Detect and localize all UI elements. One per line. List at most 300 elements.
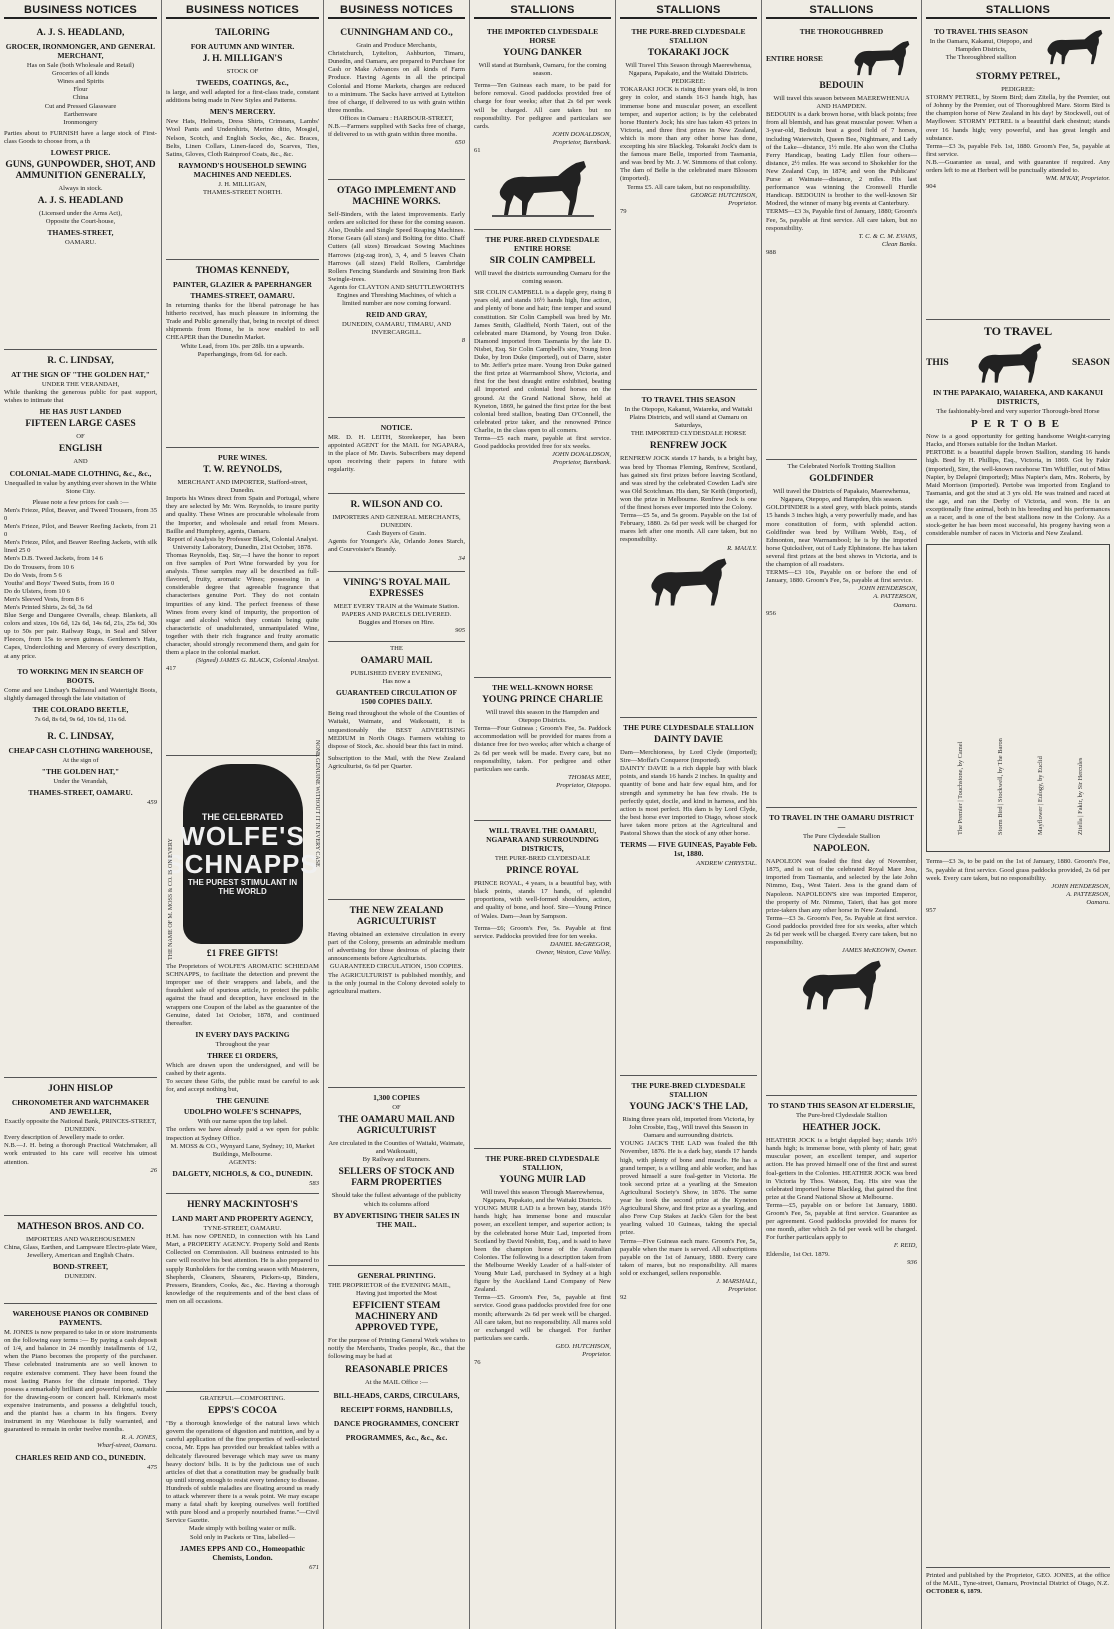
ad-body: Imports his Wines direct from Spain and Portugal, where they are selected by Mr. Wm. Reynolds, to insure purity and quality. These Wines are procurable wholesale from the Importer, and wholesale and retail from Messrs. Baillie and Humphrey, agents, Oamaru. <box>166 495 319 535</box>
ad-vining <box>328 572 465 642</box>
ad-terms: Terms—£5 each mare, payable at first service. Good paddocks provided free for six weeks. <box>474 434 611 451</box>
ad-number: 671 <box>309 1563 319 1571</box>
ad-body: IN THE PAPAKAIO, WAIAREKA, AND KAKANUI DISTRICTS, <box>932 388 1104 407</box>
ad-grateful: GRATEFUL—COMFORTING. <box>199 1395 286 1403</box>
ad-trade: MERCHANT AND IMPORTER, Stafford-street, Dunedin. <box>177 479 308 495</box>
ad-desc: STORMY PETREL, by Storm Bird; dam Zitella, by the Premier, out of Johnny by the Premier, out of Thoroughbred Mare. Storm Bird is the champion horse of New Zealand in his day! by Stockwell, out of Mayflower. STORMY PETREL is a beautiful dark chestnut; stands over 16 hands high; very powerful, and has great length and substance. <box>926 94 1110 142</box>
label-product: SCHNAPPS <box>166 849 319 880</box>
ad-at: At the MAIL Office :— <box>365 1378 428 1386</box>
ad-name: DAINTY DAVIE <box>654 735 723 746</box>
ad-thames: THAMES-STREET, OAMARU. <box>28 788 133 798</box>
ad-name: STORMY PETREL, <box>976 72 1060 83</box>
ad-name: BEDOUIN <box>819 81 864 92</box>
ad-copies <box>328 1088 465 1266</box>
ad-genuine: THE GENUINE <box>216 1096 269 1106</box>
horse-icon <box>488 157 598 219</box>
column-header: BUSINESS NOTICES <box>4 0 157 19</box>
ad-desc: RENFREW JOCK stands 17 hands, is a bright bay, was bred by Thomas Fleming, Renfrew, Scotland, has gained six first prizes before leaving Scotland, and was sired by the celebrated Cowden Lad's sire was Old Scotchman. His dam, Sir Keith (imported), won the prize in Melbourne. Renfrew Jock is one of the finest horses ever imported into the Colony. <box>620 455 757 512</box>
ad-name: R. C. LINDSAY, <box>47 356 114 367</box>
ad-pianos <box>4 1304 157 1476</box>
ad-body: THE PROPRIETOR of the EVENING MAIL, <box>328 1282 451 1290</box>
ad-name: OTAGO IMPLEMENT AND MACHINE WORKS. <box>337 186 456 208</box>
ad-name: VINING'S ROYAL MAIL EXPRESSES <box>343 578 450 600</box>
ad-pedigree: PEDIGREE: <box>1001 86 1035 94</box>
ad-terms: Terms £5. All care taken, but no responsibility. <box>626 183 751 191</box>
ad-role: Proprietor, Otepopo. <box>556 781 611 789</box>
ad-title: WILL TRAVEL THE OAMARU, NGAPARA AND SURROUNDING DISTRICTS, <box>486 826 599 854</box>
ad-number: 417 <box>166 665 176 673</box>
ad-mackintosh <box>166 1194 319 1392</box>
ad-line: China <box>72 94 89 102</box>
pedigree-row: Zitella | Fakir, by Sir Hercules <box>1077 758 1084 836</box>
ad-title: TO TRAVEL <box>983 324 1053 339</box>
ad-body: Dam—Merchioness, by Lord Clyde (imported); Sire—Moffat's Conqueror (imported). <box>620 749 757 765</box>
column-6 <box>762 0 922 1629</box>
ad-name: YOUNG JACK'S THE LAD, <box>629 1102 748 1113</box>
ad-title: The Celebrated Norfolk Trotting Stallion <box>787 463 896 471</box>
ad-notice <box>328 418 465 494</box>
ad-body: In the Otepopo, Kakanui, Waiareka, and Waitaki Plains Districts, and will stand at Oamaru on Saturdays, <box>624 406 753 430</box>
ad-signature: R. C. LINDSAY, <box>47 731 114 742</box>
pedigree-row: Mayflower | Eulogy, by Euclid <box>1037 756 1044 836</box>
ad-role: Owner, Weston, Cave Valley. <box>535 948 611 956</box>
ad-name: J. H. MILLIGAN'S <box>202 54 283 65</box>
ad-desc: DAINTY DAVIE is a rich dapple bay with black points, and stands 16 hands 2 inches. In quality and quantity of bone and hair few equal him, and for strength and symmetry he has few rivals. He is perfectly quiet, docile, and kind in harness, and his action is most perfect. His dam is by Lord Clyde, the best horse ever imported to Otago, whose stock have taken more prizes at the Agricultural and Pastoral Shows than the stock of any other horse. <box>620 765 757 838</box>
ad-number: 475 <box>147 1463 157 1471</box>
price-line: Youths' and Boys' Tweed Suits, from 16 0 <box>4 579 115 587</box>
ad-title: THE OAMARU MAIL AND AGRICULTURIST <box>338 1115 455 1137</box>
ad-role: Proprietor. <box>728 1286 757 1294</box>
ad-dainty-davie <box>620 718 757 1076</box>
column-7 <box>922 0 1114 1629</box>
ad-schnapps <box>166 756 319 1194</box>
ad-name: A. J. S. HEADLAND, <box>36 28 125 39</box>
ad-colonial: COLONIAL-MADE CLOTHING, &c., &c., <box>9 468 152 478</box>
ad-trade: IMPORTERS AND GENERAL MERCHANTS, DUNEDIN. <box>332 514 461 530</box>
ad-terms: TERMS—£3 3s, Payable first of January, 1880; Groom's Fee, 5s, payable at first service. All care taken, but no responsibility. <box>766 208 917 232</box>
ad-title: TO TRAVEL THIS SEASON <box>934 27 1028 37</box>
ad-trade: PAINTER, GLAZIER & PAPERHANGER <box>173 280 312 290</box>
ad-name: PERTOBE <box>971 418 1065 431</box>
ad-desc: NAPOLEON was foaled the first day of November, 1875, and is out of the celebrated Royal Mare Jess, imported from Tasmania, and selected by the late John Nimmo, Esq., West Taieri. Jess is the grand dam of Napoleon. NAPOLEON'S sire was imported Emperor, the property of Mr. Nimmo, Taieri, that has got more prize-takers than any other horse in New Zealand. <box>766 858 917 914</box>
ad-body: The Proprietors of WOLFE'S AROMATIC SCHIEDAM SCHNAPPS, to facilitate the detection and prevent the improper use of their wrappers and labels, and the fraudulent sale of spurious article, to protect the public against the fraud and deception, have enclosed in the wrappers one Coupon of the label as the guarantee of the Genuine, dated 1st October, 1878, and continued thereafter. <box>166 963 319 1027</box>
ad-matheson <box>4 1216 157 1304</box>
ad-mercery-body: New Hats, Helmets, Dress Shirts, Crimeans, Lambs' Wool Pants and Undershirts, Merino ditto, Mosgiel, Nelson, Scotch, and English Socks, &c., &c. Braces, Belts, Linen Collars, Linen-faced do, Scarves, Ties, Satins, Gloves, Cloth Rainproof Coats, &c., &c. <box>166 118 319 158</box>
ad-agents2: DALGETY, NICHOLS, & CO., DUNEDIN. <box>172 1168 313 1178</box>
ad-sub: The Pure Clydesdale Stallion <box>802 833 881 841</box>
ad-title: WAREHOUSE PIANOS OR COMBINED PAYMENTS. <box>12 1309 149 1328</box>
ad-terms: Terms—£3 3s. Groom's Fee, 5s. Payable at first service. Good paddocks provided free for six weeks, after which 2s 6d per week will be charged. Every care taken, but no responsibility. <box>766 914 917 947</box>
ad-more: Blue Serge and Dungaree Overalls, cheap. Blankets, all colors and sizes, 10s 6d, 12s 6d, 14s 6d, 21s, 25s 6d, 30s up to 50s per pair. Railway Rugs, in Seal and Silver Fleeces, from 15s to seven guineas. Gentlemen's Hats, Capes, Underclothing and Mercery of every description, at any price. <box>4 612 157 660</box>
ad-number: 936 <box>907 1258 917 1266</box>
ad-body: Self-Binders, with the latest improvements. Early orders are solicited for these for the coming season. Also, Double and Single Speed Reaping Machines. Horse Gears (all sizes) and Bolting for ditto. Chaff Cutters (all sizes) Broadcast Sowing Machines Harrows (zig-zag iron), 3, 4, and 5 leaves Chain Harrows (all sizes) Field Rollers, Cambridge Rollers Fencing Standards and Straining Iron Bark Swingle-trees. <box>328 211 465 283</box>
ad-sub: The Pure-bred Clydesdale Stallion <box>795 1112 887 1120</box>
ad-number: 26 <box>150 1166 157 1174</box>
ad-signature: GEO. HUTCHISON, <box>555 1342 611 1350</box>
ad-desc: SIR COLIN CAMPBELL is a dapple grey, rising 8 years old, and stands 16½ hands high, fine action, and plenty of bone and hair; fine temper and sound constitution. Sir Colin Campbell was bred by Mr. James Smith, Gladfield, North Taieri, out of the celebrated mare Diamond, by Young Iron Duke. Diamond imported from Tasmania by the late D. Nisbet, Esq. Sir Colin Campbell's sire, Young Iron Duke, by Iron Duke (imported), out of Darre, sister to Mr. Jeffer's prize mare. Young Iron Duke gained the first prize at Warrnambool Show, Victoria, and first for the best draught entire exhibited, beating all imported and colonial bred horses on the ground. At the Grand National Show, held at Kyneton, 1869, he gained the first prize for the best colonial bred stallion, beating Dan O'Connell, the celebrated prize taker, and the renowned Prince Charlie, in the class open to all comers. <box>474 289 611 434</box>
label-brand: WOLFE'S <box>180 821 305 852</box>
ad-name: CUNNINGHAM AND CO., <box>340 28 453 39</box>
ad-address: Wharf-street, Oamaru. <box>96 1442 157 1450</box>
ad-young-prince-charlie <box>474 678 611 821</box>
ad-young-jacks-the-lad <box>620 1076 757 1306</box>
ad-having: Having just imported the Most <box>356 1290 437 1298</box>
ad-body: Every description of Jewellery made to order. <box>4 1134 125 1142</box>
ad-name: NAPOLEON. <box>813 844 870 855</box>
ad-sub: THE PURE-BRED CLYDESDALE <box>494 855 591 863</box>
ad-number: 92 <box>620 1294 627 1302</box>
ad-title: GENERAL PRINTING. <box>357 1271 436 1281</box>
ad-name: THOMAS KENNEDY, <box>195 266 290 277</box>
ad-number: 988 <box>766 248 776 256</box>
ad-efficient: EFFICIENT STEAM MACHINERY AND APPROVED TYPE, <box>352 1301 441 1334</box>
ad-trade: Grain and Produce Merchants, <box>356 42 437 50</box>
ad-signature: (Signed) JAMES G. BLACK, Colonial Analyst. <box>195 657 319 665</box>
ad-long: PERTOBE is a beautiful dapple brown Stallion, standing 16 hands high. Bred by H. Phillips, Esq., Victoria, in 1869. Got by Fakir (imported), Sire, the well-known racehorse Tim Whiffler, out of Miss Napier, by Delapré (imported); Miss Napier's dam, Mrs. Roberts, by Maid Morrison (imported). Pertobe was imported from England to Tasmania, and got the stud at 3 yrs old. He was trained and raced at the age, and ran the Derby of Victoria, and won. He is an exceptionally fine animal, both in his breeding and his performances as a racer, and is one of the best stallions now in the Colony. As a stock-getter he has been most successful, his progeny having won a considerable number of races in Victoria and New Zealand. <box>926 449 1110 538</box>
ad-letter: Thomas Reynolds, Esq. Sir,—I have the honor to report on five samples of Port Wine forwarded by you for analysis. These samples may all be described as full-flavored, fruity, aromatic Wines; possessing in a considerable degree that agreeable fragrance that characterises genuine Port. They do not contain impurities of any kind. The perfect freeness of these Wines from every kind of impurity, the proportion of sugar and alcohol which they contain being quite characteristic of unadulterated, unmanipulated Wine, together with their rich fragrance and fruity aromatic character, should strongly recommend them, and gain for them a place in the colonial market. <box>166 551 319 657</box>
ad-implement <box>328 180 465 418</box>
ad-body: MEET EVERY TRAIN at the Waimate Station. <box>333 603 460 611</box>
ad-title: OAMARU MAIL <box>360 656 433 667</box>
column-header: STALLIONS <box>620 0 757 19</box>
price-line: Men's Frieze, Pilot, Beaver, and Tweed Trousers, from 35 0 <box>4 506 157 522</box>
ad-terms: Terms—Five Guineas each mare. Groom's Fee, 5s, payable when the mare is served. All subscriptions payable on the 1st of January, 1880. Every care taken of mares, but no responsibility. All mares sold or exchanged, sellers responsible. <box>620 1237 757 1277</box>
ad-lab: University Laboratory, Dunedin, 21st October, 1878. <box>172 543 313 551</box>
ad-desc: PRINCE ROYAL, 4 years, is a beautiful bay, with black points, stands 17 hands, of splendid proportions, with well-formed shoulders, action, and quality of bone, and hoof. Sire—Young Prince of Wales. Dam—Jean by Sampson. <box>474 880 611 920</box>
ad-terms: Terms—£6; Groom's Fee, 5s. Payable at first service. Paddocks provided free for ten weeks. <box>474 924 611 940</box>
ad-suited: Now is a good opportunity for getting handsome Weight-carrying Hacks, and Horses suitable for the Indian Market. <box>926 433 1110 449</box>
ad-agriculturist <box>328 900 465 1088</box>
ad-three: THREE £1 ORDERS, <box>207 1050 278 1060</box>
ad-desc: BEDOUIN is a dark brown horse, with black points; free from all blemish, and has great muscular power. When a 3-year-old, Bedouin beat a good field of 7 horses, including Waterwitch, Queen Bee, Nightmare, and Lady of the Lake—distance, 1½ mile. He also won the Clutha Ferry Handicap, beating Lady Ellen four others—distance, 2½ miles. He was second to Shokehler for the New Zealand Cup, in 1874; and won the Publicans' Purse at Waimate—distance, 2 miles. His last performance was winning the Cromwell Hurdle Handicap. BEDOUIN is brother to the well-known Sir Modred, the winner of many big events at Canterbury. <box>766 111 917 208</box>
ad-milligan <box>166 22 319 260</box>
ad-trade: LAND MART AND PROPERTY AGENCY, <box>171 1214 314 1224</box>
ad-name: T. W. REYNOLDS, <box>203 465 282 476</box>
ad-every: IN EVERY DAYS PACKING <box>195 1029 290 1039</box>
ad-papers: PAPERS AND PARCELS DELIVERED. <box>341 611 452 619</box>
ad-body: Will travel this season between MAEREWHENUA AND HAMPDEN. <box>773 95 910 111</box>
ad-unequalled: Unequalled in value by anything ever shown in the White Stone City. <box>4 479 157 495</box>
ad-body: is large, and well adapted for a first-class trade, constant additions being made in New Styles and Patterns. <box>166 89 319 105</box>
column-2 <box>162 0 324 1629</box>
ad-title: THE THOROUGHBRED <box>799 27 884 37</box>
ad-landed: HE HAS JUST LANDED <box>39 407 122 417</box>
ad-udolpho: UDOLPHO WOLFE'S SCHNAPPS, <box>183 1107 302 1117</box>
ad-title: THE PURE-BRED CLYDESDALE STALLION <box>631 1081 746 1100</box>
column-5 <box>616 0 762 1629</box>
ad-body: Being read throughout the whole of the Counties of Waitaki, Waimate, and Waikouaiti, it is unquestionably the BEST ADVERTISING MEDIUM in North Otago. Farmers wishing to dispose of Stock, &c. should bear this fact in mind. <box>328 710 465 750</box>
ad-trade: CHRONOMETER AND WATCHMAKER AND JEWELLER, <box>11 1098 150 1117</box>
ad-signature: DANIEL McGREGOR, <box>549 940 611 948</box>
ad-street: THAMES-STREET, OAMARU. <box>190 291 295 301</box>
ad-number: 8 <box>461 337 465 345</box>
ad-terms: Terms—£3 3s, payable Feb. 1st, 1880. Groom's Fee, 5s, payable at first service. <box>926 142 1110 158</box>
ad-young-danker <box>474 22 611 230</box>
ad-workbody: Come and see Lindsay's Balmoral and Watertight Boots, slightly damaged through the late visitation of <box>4 686 157 702</box>
ad-agents1: M. MOSS & CO., Wynyard Lane, Sydney; 10, Market Buildings, Melbourne. <box>170 1142 315 1158</box>
ad-fifteen: FIFTEEN LARGE CASES <box>25 419 136 430</box>
column-3 <box>324 0 470 1629</box>
ad-title: THE NEW ZEALAND AGRICULTURIST <box>349 906 444 928</box>
ad-body: Will Travel This Season through Maerewhenua, Ngapara, Papakaio, and the Waitaki Districts. <box>625 62 752 78</box>
ad-title: TO STAND THIS SEASON AT ELDERSLIE, <box>768 1101 915 1111</box>
horse-icon <box>639 555 739 609</box>
ad-street: TYNE-STREET, OAMARU. <box>203 1225 282 1233</box>
ad-body: Are circulated in the Counties of Waitaki, Waimate, and Waikouaiti, <box>328 1140 465 1156</box>
ad-terms: TERMS—£3 10s, Payable on or before the end of January, 1880. Groom's Fee, 5s, payable at first service. <box>766 569 917 585</box>
column-1 <box>0 0 162 1629</box>
ad-line: Flour <box>73 86 88 94</box>
ad-name: YOUNG MUIR LAD <box>499 1175 586 1186</box>
ad-secure: To secure these Gifts, the public must be careful to ask for, and accept nothing but, <box>166 1078 319 1094</box>
column-4 <box>470 0 616 1629</box>
ad-number: 957 <box>926 906 936 914</box>
ad-signature: ANDREW CHRYSTAL. <box>696 860 757 868</box>
ad-name: HENRY MACKINTOSH'S <box>187 1200 298 1211</box>
ad-headland <box>4 22 157 350</box>
ad-paper: Paperhangings, from 6d. for each. <box>197 350 288 358</box>
ad-trade: GROCER, IRONMONGER, AND GENERAL MERCHANT, <box>5 42 156 61</box>
ad-title: THE IMPORTED CLYDESDALE HORSE <box>486 27 599 46</box>
ad-line: Ironmongery <box>63 118 98 126</box>
ad-has: Has now a <box>382 678 411 686</box>
pedigree-row: The Premier | Touchstone, by Camel <box>957 742 964 836</box>
ad-sellers: SELLERS OF STOCK AND FARM PROPERTIES <box>338 1167 455 1189</box>
ad-body: In the Oamaru, Kakanui, Otepopo, and Hampden Districts, <box>929 38 1033 54</box>
ad-number: 76 <box>474 1359 481 1367</box>
price-line: Men's Printed Shirts, 2s 6d, 3s 6d <box>4 603 93 611</box>
ad-role: Oamaru. <box>893 601 917 609</box>
ad-body2: Should take the fullest advantage of the publicity which its columns afford <box>331 1192 462 1208</box>
ad-body: In returning thanks for the liberal patronage he has hitherto received, has much pleasure in informing the Trade and Public generally that, being in receipt of direct shipments from Home, he is now enabled to sell CHEAPER than the Dunedin Market. <box>166 302 319 342</box>
horse-icon <box>1040 25 1110 69</box>
ad-at: At the sign of <box>62 756 99 764</box>
ad-number: 904 <box>926 183 936 191</box>
ad-role: Oamaru. <box>1086 898 1110 906</box>
ad-goldfinder <box>766 460 917 808</box>
ad-title: THE PURE-BRED CLYDESDALE STALLION <box>631 27 746 46</box>
ad-terms: Terms—£5, payable on or before 1st January, 1880. Groom's Fee, 5s, payable at first service. Guarantee as per agreement. Good paddocks provided for mares for one month, after which 2s 6d per week will be charged. For further particulars apply to <box>766 1201 917 1242</box>
ad-report: Report of Analysis by Professor Black, Colonial Analyst. <box>167 535 318 543</box>
ad-number: 956 <box>766 609 776 617</box>
ad-name: SIR COLIN CAMPBELL <box>489 256 596 267</box>
ad-working: TO WORKING MEN IN SEARCH OF BOOTS. <box>17 666 144 685</box>
ad-golden: "THE GOLDEN HAT," <box>41 767 120 776</box>
ad-line: Has on Sale (both Wholesale and Retail) <box>26 62 135 70</box>
ad-bedouin <box>766 22 917 460</box>
ad-town: DUNEDIN. <box>64 1273 97 1281</box>
imprint-date: OCTOBER 6, 1879. <box>926 1588 982 1596</box>
ad-lindsay <box>4 350 157 1078</box>
ad-terms: Terms—£5 5s, and 5s groom. Payable on the 1st of February, 1880. 2s 6d per week will be charged for mares left after one month. All care taken, but no responsibility. <box>620 512 757 544</box>
ad-signature: JOHN DONALDSON, <box>552 451 611 459</box>
ad-signature: JAMES McKEOWN, Owner. <box>841 947 917 955</box>
ad-signature: R. MAULY. <box>727 544 757 552</box>
ad-body: M. JONES is now prepared to take in or store instruments on the following easy terms :— By paying a cash deposit of 1/4, and balance in 24 monthly installments of 1/2, when the Piano becomes the property of the purchaser. These celebrated instruments are so well known to require extensive comment. They have been found the most lasting Pianos for the climate imported. They possess a remarkably brilliant and powerful tone, suitable for the drawing-room or concert hall. Kirkman's most expensive instruments, and possess a delightful touch, and the pianist has a charm in his fingers. Every instrument in my Warehouse is fully warranted, and guaranteed to remain in order twelve months. <box>4 1329 157 1434</box>
ad-address: DUNEDIN, OAMARU, TIMARU, AND INVERCARGILL. <box>341 321 452 337</box>
ad-num: 1,300 COPIES <box>373 1093 420 1103</box>
ad-header-row <box>766 38 917 78</box>
ad-signature: JOHN HENDERSON, <box>1051 882 1110 890</box>
ad-signature: JOHN DONALDSON, <box>552 130 611 138</box>
ad-header-row <box>926 25 1110 69</box>
ad-entire: ENTIRE HORSE <box>766 53 823 63</box>
ad-agents: Agents for Younger's Ale, Orlando Jones Starch, and Courvoisier's Brandy. <box>328 538 465 554</box>
ad-tokaraki-jock <box>620 22 757 390</box>
ad-agents-label: AGENTS: <box>228 1158 257 1166</box>
vertical-note-right: NONE GENUINE WITHOUT IT IN EVERY CASE <box>314 740 320 867</box>
ad-pertobe <box>926 320 1110 1568</box>
ad-signature: J. H. MILLIGAN, <box>218 180 267 188</box>
ad-desc: TOKARAKI JOCK is rising three years old, is iron grey in color, and stands 16-3 hands high, has immense bone and muscular power, an excellent temper, and superior action; is by the celebrated horse Hunter's Jock; his sire has taken 43 prizes in Victoria, and three first prizes in New Zealand, which is more than any other horse has done, excepting his sire Blackleg. Tokaraki Jock's dam is the famous mare Belle, imported from Tasmania, and was bred by Mr. J. W. Simmons of that colony. The dam of Belle is the celebrated mare Blossom (imported). <box>620 86 757 183</box>
ad-english: ENGLISH <box>58 444 103 455</box>
ad-through: Throughout the year <box>215 1040 270 1048</box>
ad-beetle-price: 7s 6d, 8s 6d, 9s 6d, 10s 6d, 11s 6d. <box>34 715 127 723</box>
ad-signature: J. MARSHALL, <box>716 1277 757 1285</box>
ad-signature: JOHN HENDERSON, <box>858 585 917 593</box>
ad-with: With our name upon the top label. <box>197 1118 288 1126</box>
ad-sacks: Cash Buyers of Grain. <box>367 530 426 538</box>
ad-sub: The Thoroughbred stallion <box>945 54 1017 62</box>
ad-title: THE PURE-BRED CLYDESDALE STALLION, <box>485 1154 600 1173</box>
ad-street: THAMES-STREET NORTH. <box>203 188 282 196</box>
ad-sir-colin-campbell <box>474 230 611 678</box>
ad-signature: R. A. JONES, <box>121 1434 157 1442</box>
vertical-note-left: THE NAME OF M. MOSS & CO. IS ON EVERY <box>168 838 174 960</box>
ad-terms: TERMS — FIVE GUINEAS, Payable Feb. 1st, 1880. <box>620 840 757 859</box>
ad-guar: GUARANTEED CIRCULATION, 1500 COPIES. <box>329 963 464 971</box>
ad-renfrew-jock <box>620 390 757 718</box>
ad-sold: Sold only in Packets or Tins, labelled— <box>190 1533 295 1541</box>
ad-number: 61 <box>474 147 481 155</box>
ad-body: Will travel this season in the Hampden and Otepopo Districts. <box>485 709 600 725</box>
price-line: Men's Sleeved Vests, from 8 6 <box>4 595 84 603</box>
ad-branch: CHARLES REID AND CO., DUNEDIN. <box>15 1452 146 1462</box>
ad-oamaru-mail <box>328 642 465 900</box>
ad-name: RENFREW JOCK <box>649 441 728 452</box>
pedigree-row: Storm Bird | Stockwell, by The Baron <box>997 738 1004 836</box>
ad-body: Christchurch, Lyttelton, Ashburton, Timaru, Dunedin, and Oamaru, are prepared to Purchase for Cash or Make Advances on all kinds of Farm Produce. Having Agents in all the principal Colonial and Home Markets, charges are reduced to a minimum. The Sacks have arrived at Lyttelton free of charge, if delivered to us with grain within three months. <box>328 50 465 114</box>
ad-street: BOND-STREET, <box>52 1262 109 1272</box>
ad-line: Earthenware <box>63 110 98 118</box>
ad-this: THIS <box>926 357 949 368</box>
label-tagline: THE PUREST STIMULANT IN THE WORLD <box>187 878 298 897</box>
price-line: Do do Vests, from 5 6 <box>4 571 62 579</box>
ad-signature: REID AND GRAY, <box>366 310 427 320</box>
ad-desc: The fashionably-bred and very superior Thorough-bred Horse <box>936 408 1100 416</box>
ad-desc: YOUNG JACK'S THE LAD was foaled the 8th November, 1876. He is a dark bay, stands 17 hands high, with plenty of bone and muscle. He has a grand temper, is a willing and able worker, and has proved himself a sure foal-getter in Victoria. He took second prize at a yearling at the Smeaton Agricultural Society's Show, in 1876. The same year he took the second prize at the Kyneton Agricultural Show, and first prize as a yearling, and also Frew Cup Stakes at Jack's Glen for the best yearling valued 10 Guineas, taking the special prize. <box>620 1140 757 1237</box>
ad-guns: GUNS, GUNPOWDER, SHOT, AND AMMUNITION GENERALLY, <box>5 160 156 182</box>
ad-beetle: THE COLORADO BEETLE, <box>32 704 129 714</box>
horse-icon <box>847 38 917 78</box>
price-line: Men's Frieze, Pilot, and Beaver Reefing Jackets, from 21 0 <box>4 523 157 539</box>
ad-name: TOKARAKI JOCK <box>647 48 730 59</box>
ad-offices: Offices in Oamaru : HARBOUR-STREET, <box>339 114 454 122</box>
ad-signature: GEORGE HUTCHISON, <box>690 191 757 199</box>
ad-stormy-petrel <box>926 22 1110 320</box>
ad-which: Which are drawn upon the undersigned, and will be cashed by their agents. <box>166 1061 319 1078</box>
ad-role: Proprietor. <box>728 199 757 207</box>
ad-terms: Terms—Four Guineas ; Groom's Fee, 5s. Paddock accommodation will be provided for mares from a distance free for two weeks; after which a charge of 2s 6d per week will be made. Every care, but no responsibility, taken. For pedigree and other particulars see cards. <box>474 725 611 773</box>
ad-role: Proprietor, Burnbank. <box>552 459 611 467</box>
ad-agents: Agents for CLAYTON AND SHUTTLEWORTH'S Engines and Threshing Machines, of which a limited number are now coming forward. <box>328 283 465 308</box>
ad-opposite: Opposite the Court-house, <box>45 218 116 226</box>
ad-of: OF <box>392 1104 401 1112</box>
ad-line: Groceries of all kinds <box>52 70 109 78</box>
ad-title: NOTICE. <box>380 423 413 433</box>
ad-made: Made simply with boiling water or milk. <box>188 1525 297 1533</box>
ad-body: Will travel the Districts of Papakaio, Maerewhenua, Ngapara, Otepopo, and Hampden, this season. <box>772 488 911 504</box>
ad-signature: JAMES EPPS AND CO., Homeopathic Chemists, London. <box>179 1543 305 1562</box>
ad-desc: HEATHER JOCK is a bright dappled bay; stands 16½ hands high; is immense bone, with plenty of hair; great muscular power, an excellent temper, and superior action. He has proved himself one of the first and surest foal-getters in the Colonies. HEATHER JOCK was bred in Victoria by Thos. Watson, Esq. His sire was the celebrated imported horse Blackleg, that gained the first prize at the Grand National Show at Melbourne. <box>766 1137 917 1201</box>
column-header: BUSINESS NOTICES <box>328 0 465 19</box>
ad-epps <box>166 1392 319 1576</box>
ad-under: UNDER THE VERANDAH, <box>41 381 120 389</box>
ad-terms: Terms—Ten Guineas each mare, to be paid for before removal. Good paddocks provided free of charge for four weeks; after that 2s 6d per week will be charged. All care taken but no responsibility. For pedigree and particulars see cards. <box>474 82 611 130</box>
ad-title: THE PURE CLYDESDALE STALLION <box>623 723 754 733</box>
ad-sub: Subscription to the Mail, with the New Zealand Agriculturist, 6s 6d per Quarter. <box>328 754 465 770</box>
ad-body: Parties about to FURNISH have a large stock of First-class Goods to choose from, a th <box>4 129 157 145</box>
ad-gifts: £1 FREE GIFTS! <box>206 949 279 960</box>
ad-terms: Terms—£5. Groom's Fee, 5s, payable at first service. Good grass paddocks provided free for one month; afterwards 2s 6d per week will be charged. All care taken, but no responsibility. All mares sold or exchanged will be charged. For further particulars see cards. <box>474 1294 611 1342</box>
ad-body: MR. D. H. LEITH, Storekeeper, has been appointed AGENT for the MAIL for NGAPARA, in the place of Mr. Davis. Subscribers may depend upon receiving their papers in future with regularity. <box>328 434 465 474</box>
ad-reason: REASONABLE PRICES <box>345 1364 448 1375</box>
ad-body: Rising three years old, imported from Victoria, by John Crosbie, Esq., Will travel this Season in Oamaru and surrounding districts. <box>622 1116 755 1140</box>
ad-reynolds <box>166 448 319 756</box>
ad-sub: FOR AUTUMN AND WINTER. <box>190 42 295 52</box>
ad-line: Wines and Spirits <box>57 78 104 86</box>
ad-body: Having obtained an extensive circulation in every part of the Colony, presents an admirable medium of advertising for those desirous of placing their announcements before Agriculturists. <box>328 931 465 963</box>
pedigree-table <box>926 544 1110 852</box>
ad-orders: The orders we have already paid a we open for public inspection at Sydney Office. <box>166 1126 319 1142</box>
ad-licensed: (Licensed under the Arms Act), <box>39 210 122 218</box>
ad-street: THAMES-STREET, <box>47 228 114 238</box>
ad-title: PURE WINES. <box>217 453 268 463</box>
ad-name: PRINCE ROYAL <box>506 866 579 877</box>
ad-signature: T. C. & C. M. EVANS, <box>858 232 917 240</box>
ad-verandah: Under the Verandah, <box>53 778 108 785</box>
ad-body: H.M. has now OPENED, in connection with his Land Mart, a PROPERTY AGENCY. Property Sold and Rents Collected on Commission. All business entrusted to his care will receive his best attention. He is also prepared to supply Runholders for the coming season with Musterers, Shepherds, Cleaners, Shearers, Pickers-up, Binders, Pressers, Branders, Cooks, &c., &c. Having a thorough knowledge of the requirements and of the best class of men on all occasions. <box>166 1233 319 1305</box>
ad-body: Will travel this season Through Maerewhenua, Ngapara, Papakaio, and the Waitaki Districts. <box>480 1189 605 1205</box>
ad-address: Clean Banks. <box>881 240 917 248</box>
ad-desc: GOLDFINDER is a steel grey, with black points, stands 15 hands 3 inches high, a very powerfully made, and has more constitution of form, with splendid action. Goldfinder was bred by William Webb, Esq., of Edmonton, near Warrnambool; he is by the imported horse Quicksilver, out of Lady Elphinstone. He has taken several first prizes at the best shows in Victoria, and is the champion of all roadsters. <box>766 504 917 569</box>
ad-cheap: CHEAP CASH CLOTHING WAREHOUSE, <box>8 745 153 755</box>
column-header: STALLIONS <box>474 0 611 19</box>
ad-pedigree: PEDIGREE: <box>671 78 706 86</box>
ad-nb: N.B.—J. H. being a thorough Practical Watchmaker, all work entrusted to his care will receive his utmost attention. <box>4 1142 157 1166</box>
ad-signature: A. J. S. HEADLAND <box>37 196 124 207</box>
ad-signature-2: A. PATTERSON, <box>1066 890 1110 898</box>
ad-season: SEASON <box>1071 357 1110 368</box>
ad-pub: The AGRICULTURIST is published monthly, and is the only journal in the Colony devoted solely to agricultural matters. <box>328 971 465 995</box>
ad-name: GOLDFINDER <box>809 474 874 485</box>
column-header: STALLIONS <box>926 0 1110 19</box>
horse-icon <box>970 340 1050 386</box>
ad-body: "By a thorough knowledge of the natural laws which govern the operations of digestion and nutrition, and by a careful application of the fine properties of well-selected cocoa, Mr. Epps has provided our breakfast tables with a delicately flavoured beverage which may save us many heavy doctors' bills. It is by the judicious use of such articles of diet that a constitution may be gradually built up until strong enough to resist every tendency to disease. Hundreds of subtle maladies are floating around us ready to attack wherever there is a weak point. We may escape many a fatal shaft by keeping ourselves well fortified with pure blood and a properly nourished frame."—Civil Service Gazette. <box>166 1420 319 1525</box>
ad-buggies: Buggies and Horses on Hire. <box>358 619 435 627</box>
ad-sign: AT THE SIGN OF "THE GOLDEN HAT," <box>11 370 150 380</box>
ad-tweeds: TWEEDS, COATINGS, &c., <box>196 78 289 88</box>
ad-raymond: RAYMOND'S HOUSEHOLD SEWING MACHINES AND NEEDLES. <box>178 160 307 179</box>
label-line: THE CELEBRATED <box>201 812 284 823</box>
ad-body: Will stand at Burnbank, Oamaru, for the coming season. <box>478 62 607 78</box>
ad-title: THE WELL-KNOWN HORSE <box>492 683 593 693</box>
ad-header-row <box>926 340 1110 386</box>
ad-number: 583 <box>309 1179 319 1187</box>
ad-number: 650 <box>455 139 465 147</box>
ad-and: AND <box>73 458 88 466</box>
ad-kennedy <box>166 260 319 448</box>
